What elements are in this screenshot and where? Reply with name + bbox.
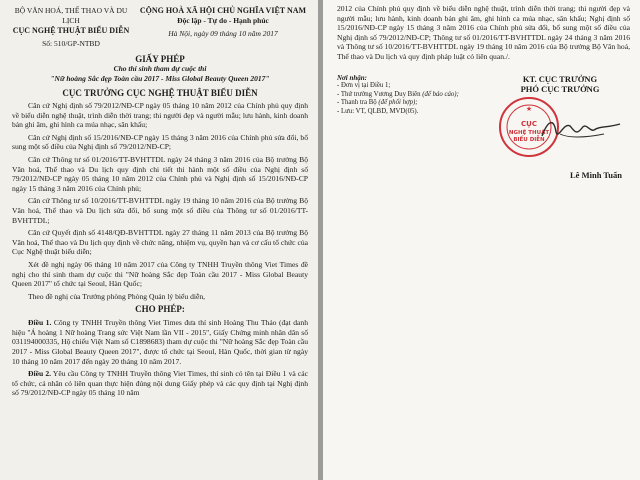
article-2	[12, 369, 308, 398]
signature-title-2: PHÓ CỤC TRƯỞNG	[520, 83, 600, 94]
recipient-item: - Đơn vị tại Điều 1;	[337, 82, 391, 90]
ministry-name: BỘ VĂN HOÁ, THỂ THAO VÀ DU LỊCH	[14, 6, 128, 25]
closing-section	[337, 74, 630, 180]
office-title: CỤC TRƯỞNG CỤC NGHỆ THUẬT BIỂU DIỄN	[62, 88, 258, 98]
issue-date: Hà Nội, ngày 09 tháng 10 năm 2017	[168, 29, 278, 38]
recipient-item	[337, 99, 487, 108]
recipient-item: - Lưu: VT, QLBD, MVD(05).	[337, 107, 419, 115]
document-page-right	[323, 0, 640, 480]
legal-basis-paragraph: Căn cứ Quyết định số 4148/QĐ-BVHTTDL ngày 27 tháng 11 năm 2013 của Bộ trưởng Bộ Văn hoá, Thể thao và Du lịch quy định về chức năng, nhiệm vụ, quyền hạn và cơ cấu tổ chức của Cục Nghệ thuật biểu diễn;	[12, 228, 308, 257]
legal-basis-paragraph: Căn cứ Nghị định số 79/2012/NĐ-CP ngày 05 tháng 10 năm 2012 của Chính phủ quy định về biểu diễn nghệ thuật, trình diễn thời trang; thi người đẹp và người mẫu; lưu hành, kinh doanh bản ghi âm, ghi hình ca múa nhạc, sân khấu;	[12, 101, 308, 130]
recipient-item	[337, 91, 487, 100]
article-2-text: Yêu cầu Công ty TNHH Truyền thông Viet Times, thí sinh có tên tại Điều 1 và các tổ chức, cá nhân có liên quan thực hiện đúng nội dung Giấy phép và các quy định tại Nghị định số 79/2012/NĐ-CP ngày 05 tháng 10 năm	[12, 369, 309, 398]
handwritten-signature	[538, 114, 624, 144]
continuation-paragraph: 2012 của Chính phủ quy định về biểu diễn nghệ thuật, trình diễn thời trang; thi người đẹp và người mẫu; lưu hành, kinh doanh bản ghi âm, ghi hình ca múa nhạc, sân khấu; Nghị định số 15/2016/NĐ-CP ngày 15 tháng 3 năm 2016 của Chính phủ sửa đổi, bổ sung một số điều của Nghị định số 79/2012/NĐ-CP; Thông tư số 01/2016/TT-BVHTTDL ngày 24 tháng 3 năm 2016 và Thông tư số 10/2016/TT-BVHTTDL ngày 19 tháng 10 năm 2016 của Bộ trưởng Bộ Văn hoá, Thể thao và Du lịch và quy định pháp luật có liên quan./.	[337, 4, 630, 61]
signature-block	[490, 74, 630, 180]
recipient-note: (để phối hợp);	[378, 99, 418, 107]
document-subtitle-1: Cho thí sinh tham dự cuộc thi	[113, 64, 207, 73]
signature-title-1: KT. CỤC TRƯỞNG	[522, 73, 598, 84]
svg-text:NGHỆ THUẬT: NGHỆ THUẬT	[508, 129, 550, 136]
issuer-block	[12, 6, 130, 49]
article-2-label: Điều 2.	[28, 369, 52, 379]
stamp-and-signature	[490, 94, 630, 170]
grants-heading: CHO PHÉP:	[135, 304, 185, 315]
article-1	[12, 318, 308, 366]
document-number: Số: 510/GP-NTBD	[42, 39, 100, 48]
recipient-note: (để báo cáo);	[422, 90, 459, 98]
national-motto-block	[138, 6, 308, 49]
svg-text:★: ★	[525, 104, 533, 113]
request-paragraph: Xét đề nghị ngày 06 tháng 10 năm 2017 của Công ty TNHH Truyền thông Viet Times đề nghị cho thí sinh tham dự cuộc thi "Nữ hoàng Sắc đẹp Toàn cầu 2017 - Miss Global Beauty Queen 2017" tổ chức tại Seoul, Hàn Quốc;	[12, 259, 308, 289]
proposal-paragraph: Theo đề nghị của Trưởng phòng Phòng Quản lý biểu diễn,	[28, 291, 206, 301]
svg-text:BIỂU DIỄN: BIỂU DIỄN	[513, 136, 545, 143]
document-header	[12, 6, 308, 49]
recipient-name: - Thanh tra Bộ	[337, 99, 377, 107]
document-title: GIẤY PHÉP	[135, 54, 185, 64]
signer-name: Lê Minh Tuấn	[570, 169, 622, 180]
republic-name: CỘNG HOÀ XÃ HỘI CHỦ NGHĨA VIỆT NAM	[139, 6, 307, 15]
document-subtitle-2: "Nữ hoàng Sắc đẹp Toàn cầu 2017 - Miss Global Beauty Queen 2017"	[50, 73, 270, 83]
legal-basis-paragraph: Căn cứ Nghị định số 15/2016/NĐ-CP ngày 15 tháng 3 năm 2016 của Chính phủ sửa đổi, bổ sung một số điều của Nghị định số 79/2012/NĐ-CP;	[12, 132, 308, 152]
svg-text:CỤC: CỤC	[521, 119, 537, 128]
recipient-name: - Thứ trưởng Vương Duy Biên	[337, 90, 421, 98]
legal-basis-paragraph: Căn cứ Thông tư số 01/2016/TT-BVHTTDL ngày 24 tháng 3 năm 2016 của Bộ trưởng Bộ Văn hoá, Thể thao và Du lịch quy định chi tiết thi hành một số điều của Nghị định số 79/2012/NĐ-CP ngày 05 tháng 10 năm 2012 của Chính phủ và Nghị định số 15/2016/NĐ-CP ngày 15 tháng 3 năm 2016 của Chính phủ;	[12, 154, 308, 193]
national-motto: Độc lập - Tự do - Hạnh phúc	[177, 16, 269, 25]
recipients-label: Nơi nhận:	[337, 73, 368, 82]
article-1-text: Công ty TNHH Truyền thông Viet Times đưa thí sinh Hoàng Thu Thảo (đạt danh hiệu "Á hoàng 1 Nữ hoàng Trang sức Việt Nam lần VII - 2015", Giấy Chứng minh nhân dân số 031194000335, Hộ chiếu Việt Nam số C1898683) tham dự cuộc thi "Nữ hoàng Sắc đẹp Toàn cầu 2017 - Miss Global Beauty Queen 2017", được tổ chức tại Seoul, Hàn Quốc, thời gian từ ngày 10 tháng 10 năm 2017 đến ngày 20 tháng 10 năm 2017.	[12, 318, 308, 366]
recipients-block	[337, 74, 487, 180]
document-page-left	[0, 0, 318, 480]
department-name: CỤC NGHỆ THUẬT BIỂU DIỄN	[12, 26, 130, 35]
article-1-label: Điều 1.	[28, 318, 52, 328]
legal-basis-paragraph: Căn cứ Thông tư số 10/2016/TT-BVHTTDL ngày 19 tháng 10 năm 2016 của Bộ trưởng Bộ Văn hoá, Thể thao và Du lịch sửa đổi, bổ sung một số điều của Thông tư số 01/2016/TT-BVHTTDL;	[12, 196, 308, 225]
